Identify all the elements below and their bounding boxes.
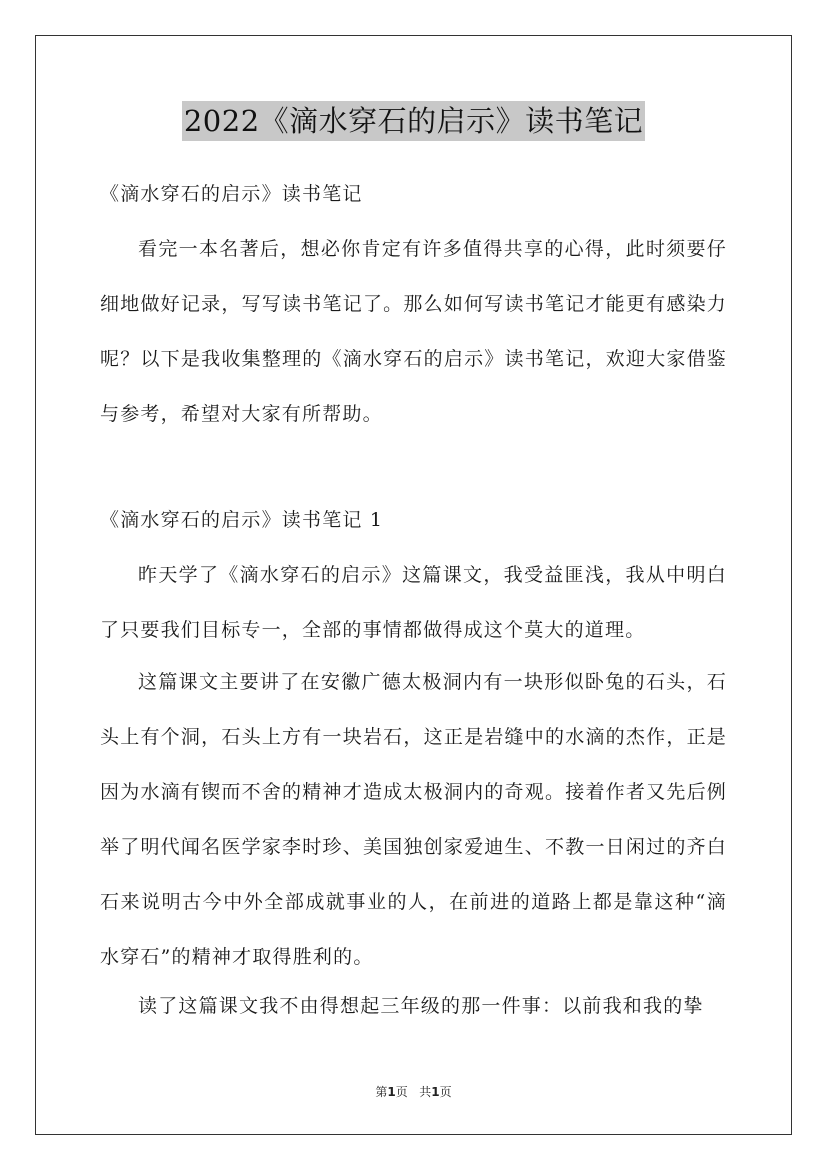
page-number: 1 [387, 1085, 396, 1099]
total-pages: 1 [431, 1085, 440, 1099]
body-paragraph-3: 读了这篇课文我不由得想起三年级的那一件事：以前我和我的挚 [138, 995, 704, 1017]
body-paragraph-1: 昨天学了《滴水穿石的启示》这篇课文，我受益匪浅，我从中明白了只要我们目标专一，全部的事情都做得成这个莫大的道理。 [100, 564, 727, 641]
body-paragraph-2: 这篇课文主要讲了在安徽广德太极洞内有一块形似卧兔的石头，石头上有个洞，石头上方有一块岩石，这正是岩缝中的水滴的杰作，正是因为水滴有锲而不舍的精神才造成太极洞内的奇观。接着作者又先后例举了明代闻名医学家李时珍、美国独创家爱迪生、不教一日闲过的齐白石来说明古今中外全部成就事业的人，在前进的道路上都是靠这种“滴水穿石”的精神才取得胜利的。 [100, 671, 727, 968]
total-label-prefix: 共 [419, 1085, 432, 1099]
total-label-suffix: 页 [439, 1085, 452, 1099]
document-title: 2022《滴水穿石的启示》读书笔记 [182, 101, 645, 141]
page-label-prefix: 第 [375, 1085, 388, 1099]
document-subtitle: 《滴水穿石的启示》读书笔记 [100, 183, 363, 205]
intro-paragraph: 看完一本名著后，想必你肯定有许多值得共享的心得，此时须要仔细地做好记录，写写读书笔记了。那么如何写读书笔记才能更有感染力呢？以下是我收集整理的《滴水穿石的启示》读书笔记，欢迎大家借鉴与参考，希望对大家有所帮助。 [100, 238, 727, 425]
page-footer [0, 1083, 827, 1100]
page-label-suffix: 页 [395, 1085, 408, 1099]
title-container [0, 101, 827, 141]
section-heading: 《滴水穿石的启示》读书笔记 1 [100, 509, 384, 531]
